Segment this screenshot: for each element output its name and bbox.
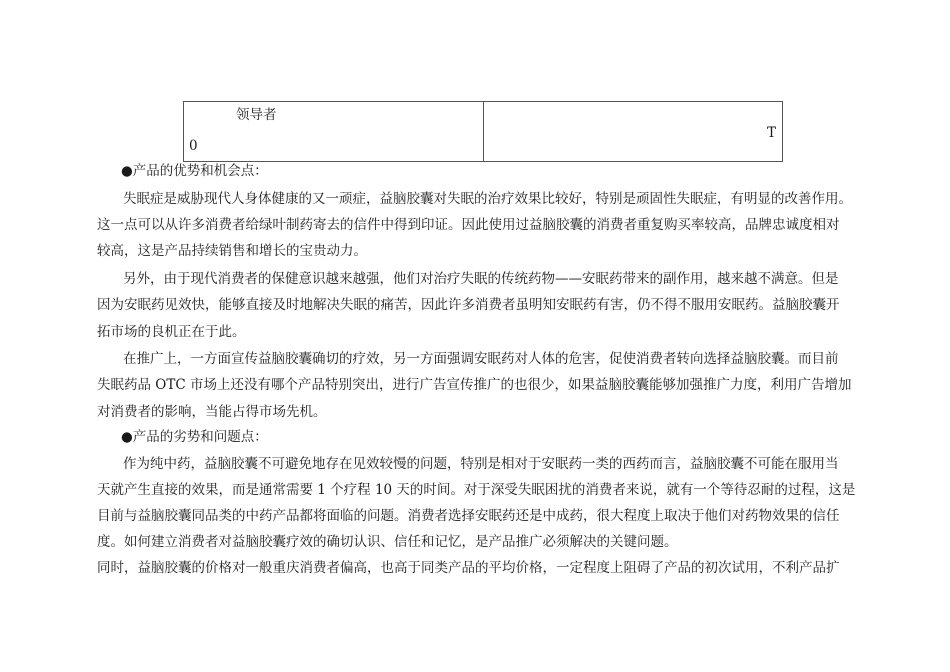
paragraph-line: 拓市场的良机正在于此。 <box>97 324 246 340</box>
paragraph-line: 天就产生直接的效果，而是通常需要 1 个疗程 10 天的时间。对于深受失眠困扰的消费者来说，就有一个等待忍耐的过程，这是 <box>97 482 856 498</box>
paragraph-line: 同时，益脑胶囊的价格对一般重庆消费者偏高，也高于同类产品的平均价格，一定程度上阻碍了产品的初次试用，不利产品扩 <box>97 560 840 576</box>
leader-table <box>183 101 783 162</box>
paragraph-line: 因为安眠药见效快，能够直接及时地解决失眠的痛苦，因此许多消费者虽明知安眠药有害，仍不得不服用安眠药。益脑胶囊开 <box>97 297 840 313</box>
paragraph-line: 失眠药品 OTC 市场上还没有哪个产品特别突出，进行广告宣传推广的也很少，如果益脑胶囊能够加强推广力度，利用广告增加 <box>97 377 852 393</box>
table-right-mark: T <box>766 125 776 141</box>
paragraph-line: 在推广上，一方面宣传益脑胶囊确切的疗效，另一方面强调安眠药对人体的危害，促使消费者转向选择益脑胶囊。而目前 <box>123 351 839 367</box>
table-leader-label: 领导者 <box>236 107 277 123</box>
paragraph-line: 度。如何建立消费者对益脑胶囊疗效的确切认识、信任和记忆，是产品推广必须解决的关键问题。 <box>97 534 678 550</box>
paragraph-line: 这一点可以从许多消费者给绿叶制药寄去的信件中得到印证。因此使用过益脑胶囊的消费者重复购买率较高，品牌忠诚度相对 <box>97 217 840 233</box>
table-row-zero: 0 <box>189 138 198 154</box>
paragraph-line: 对消费者的影响，当能占得市场先机。 <box>97 404 327 420</box>
paragraph-line: 较高，这是产品持续销售和增长的宝贵动力。 <box>97 243 367 259</box>
paragraph-line: 目前与益脑胶囊同品类的中药产品都将面临的问题。消费者选择安眠药还是中成药，很大程度上取决于他们对药物效果的信任 <box>97 508 840 524</box>
section-heading-advantages: ● 产品的优势和机会点： <box>121 161 268 181</box>
section-heading-disadvantages: ● 产品的劣势和问题点： <box>121 427 268 447</box>
paragraph-line: 失眠症是威胁现代人身体健康的又一顽症，益脑胶囊对失眠的治疗效果比较好，特别是顽固性失眠症，有明显的改善作用。 <box>123 191 852 207</box>
paragraph-line: 作为纯中药，益脑胶囊不可避免地存在见效较慢的问题，特别是相对于安眠药一类的西药而言，益脑胶囊不可能在服用当 <box>123 456 839 472</box>
table-divider <box>483 102 484 161</box>
paragraph-line: 另外，由于现代消费者的保健意识越来越强，他们对治疗失眠的传统药物——安眠药带来的副作用，越来越不满意。但是 <box>123 271 839 287</box>
